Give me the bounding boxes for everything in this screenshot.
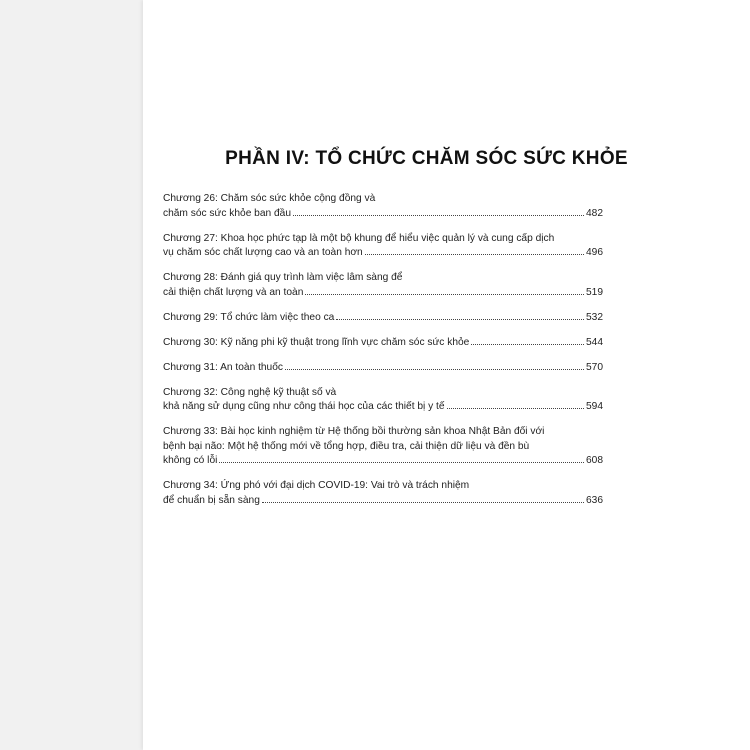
page-number: 496 bbox=[586, 247, 603, 258]
toc-entry-line: để chuẩn bị sẵn sàng bbox=[163, 494, 260, 506]
toc-entry-line: bệnh bại não: Một hệ thống mới về tổng hợp, điều tra, cải thiện dữ liệu và đền bù bbox=[163, 440, 530, 452]
toc-entry-line: Chương 31: An toàn thuốc bbox=[163, 361, 283, 373]
page-number: 482 bbox=[586, 207, 603, 219]
toc-entry-line: Chương 28: Đánh giá quy trình làm việc lâm sàng để bbox=[163, 272, 403, 283]
toc-entry-last-line bbox=[163, 246, 603, 261]
toc-entry bbox=[163, 311, 603, 326]
toc-entry-line: không có lỗi bbox=[163, 455, 218, 466]
toc-entry-line: Chương 30: Kỹ năng phi kỹ thuật trong lĩnh vực chăm sóc sức khỏe bbox=[163, 336, 470, 348]
toc-entry-last-line bbox=[163, 400, 603, 415]
toc-entry bbox=[163, 336, 603, 351]
dot-leader bbox=[336, 311, 584, 320]
toc-entry-line: vụ chăm sóc chất lượng cao và an toàn hơn bbox=[163, 247, 363, 258]
table-of-contents bbox=[163, 192, 603, 519]
page-number: 636 bbox=[586, 494, 603, 506]
toc-entry-line: Chương 34: Ứng phó với đại dịch COVID-19: Vai trò và trách nhiệm bbox=[163, 480, 470, 491]
toc-entry-line: cải thiện chất lượng và an toàn bbox=[163, 286, 304, 298]
section-heading: PHẦN IV: TỔ CHỨC CHĂM SÓC SỨC KHỎE bbox=[225, 148, 628, 169]
toc-entry bbox=[163, 192, 603, 221]
toc-entry-line: khả năng sử dụng cũng như công thái học của các thiết bị y tế bbox=[163, 401, 445, 412]
dot-leader bbox=[285, 361, 584, 370]
dot-leader bbox=[365, 246, 584, 255]
toc-entry-line: Chương 33: Bài học kinh nghiệm từ Hệ thống bồi thường sản khoa Nhật Bản đối với bbox=[163, 426, 545, 437]
page-number: 532 bbox=[586, 311, 603, 323]
toc-entry-last-line bbox=[163, 311, 603, 326]
toc-entry bbox=[163, 479, 603, 508]
toc-entry-line: Chương 26: Chăm sóc sức khỏe cộng đồng và bbox=[163, 193, 376, 204]
toc-entry-line: Chương 32: Công nghệ kỹ thuật số và bbox=[163, 386, 337, 398]
page-number: 570 bbox=[586, 361, 603, 373]
toc-entry bbox=[163, 232, 603, 261]
dot-leader bbox=[447, 400, 584, 409]
toc-entry bbox=[163, 361, 603, 376]
page-number: 608 bbox=[586, 455, 603, 466]
toc-entry-line: Chương 27: Khoa học phức tạp là một bộ khung để hiểu việc quản lý và cung cấp dịch bbox=[163, 232, 555, 244]
dot-leader bbox=[262, 494, 584, 503]
toc-entry-last-line bbox=[163, 494, 603, 509]
toc-entry-last-line bbox=[163, 207, 603, 222]
page-number: 519 bbox=[586, 286, 603, 298]
dot-leader bbox=[293, 207, 584, 216]
book-page bbox=[143, 0, 750, 750]
page-number: 544 bbox=[586, 336, 603, 348]
dot-leader bbox=[471, 336, 584, 345]
toc-entry-line: chăm sóc sức khỏe ban đầu bbox=[163, 207, 292, 219]
toc-entry bbox=[163, 271, 603, 300]
dot-leader bbox=[219, 454, 584, 463]
toc-entry-last-line bbox=[163, 286, 603, 301]
page-number: 594 bbox=[586, 401, 603, 412]
toc-entry-last-line bbox=[163, 454, 603, 469]
toc-entry bbox=[163, 386, 603, 415]
toc-entry-last-line bbox=[163, 336, 603, 351]
toc-entry-line: Chương 29: Tổ chức làm việc theo ca bbox=[163, 311, 335, 323]
dot-leader bbox=[305, 286, 584, 295]
toc-entry bbox=[163, 425, 603, 469]
toc-entry-last-line bbox=[163, 361, 603, 376]
